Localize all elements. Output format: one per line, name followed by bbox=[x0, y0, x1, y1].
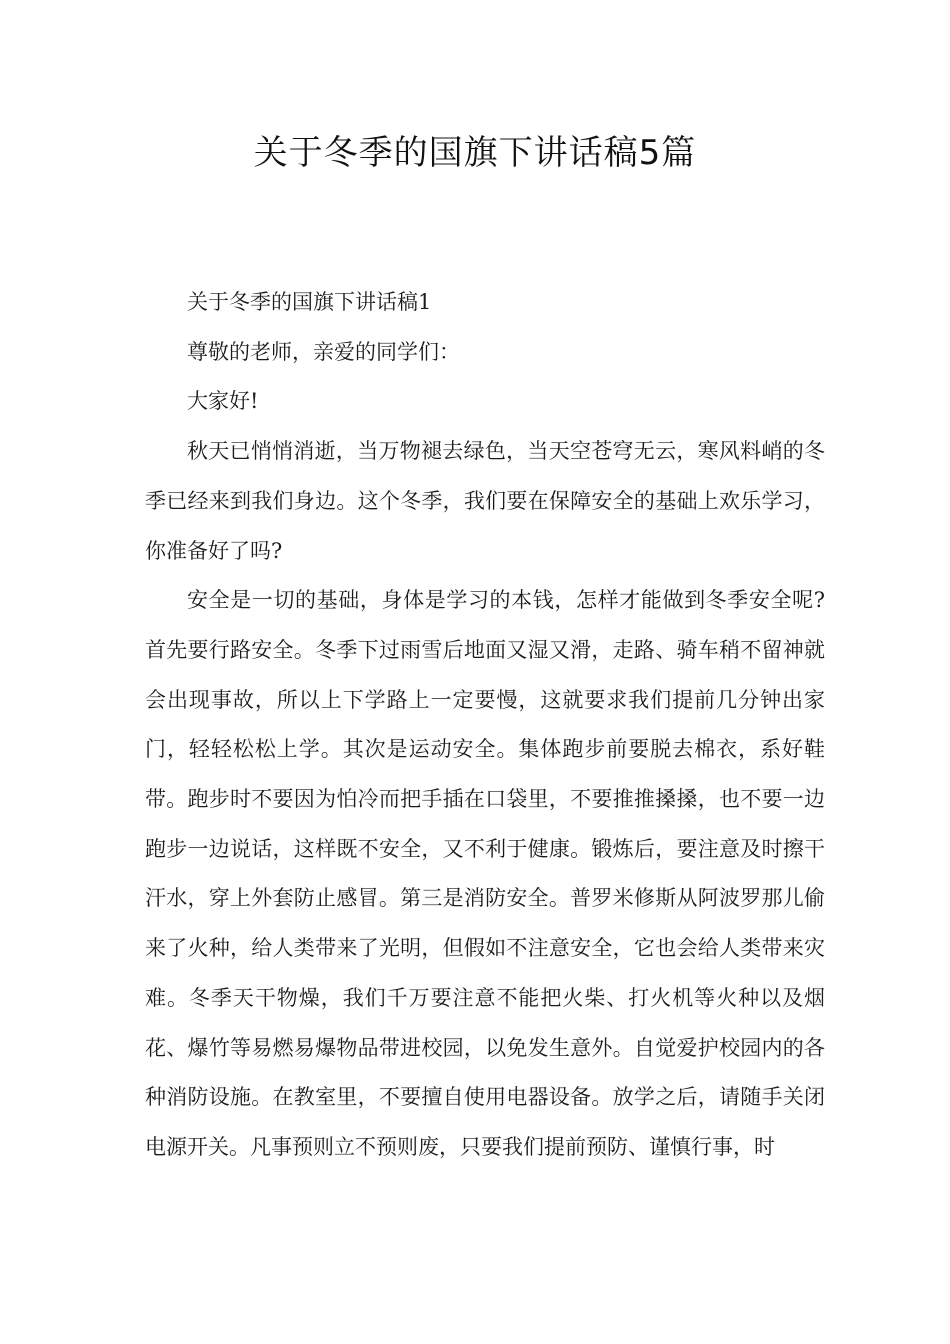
document-body bbox=[145, 278, 825, 1173]
salutation: 尊敬的老师，亲爱的同学们： bbox=[187, 339, 460, 364]
document-title: 关于冬季的国旗下讲话稿5篇 bbox=[253, 133, 697, 173]
body-paragraph: 秋天已悄悄消逝，当万物褪去绿色，当天空苍穹无云，寒风料峭的冬季已经来到我们身边。这个冬季，我们要在保障安全的基础上欢乐学习，你准备好了吗? bbox=[145, 439, 825, 563]
greeting: 大家好! bbox=[187, 389, 259, 414]
speech-heading: 关于冬季的国旗下讲话稿1 bbox=[187, 290, 432, 314]
body-paragraph: 安全是一切的基础，身体是学习的本钱，怎样才能做到冬季安全呢?首先要行路安全。冬季下过雨雪后地面又湿又滑，走路、骑车稍不留神就会出现事故，所以上下学路上一定要慢，这就要求我们提前几分钟出家门，轻轻松松上学。其次是运动安全。集体跑步前要脱去棉衣，系好鞋带。跑步时不要因为怕冷而把手插在口袋里，不要推推搡搡，也不要一边跑步一边说话，这样既不安全，又不利于健康。锻炼后，要注意及时擦干汗水，穿上外套防止感冒。第三是消防安全。普罗米修斯从阿波罗那儿偷来了火种，给人类带来了光明，但假如不注意安全，它也会给人类带来灾难。冬季天干物燥，我们千万要注意不能把火柴、打火机等火种以及烟花、爆竹等易燃易爆物品带进校园，以免发生意外。自觉爱护校园内的各种消防设施。在教室里，不要擅自使用电器设备。放学之后，请随手关闭电源开关。凡事预则立不预则废，只要我们提前预防、谨慎行事，时 bbox=[145, 588, 825, 1159]
